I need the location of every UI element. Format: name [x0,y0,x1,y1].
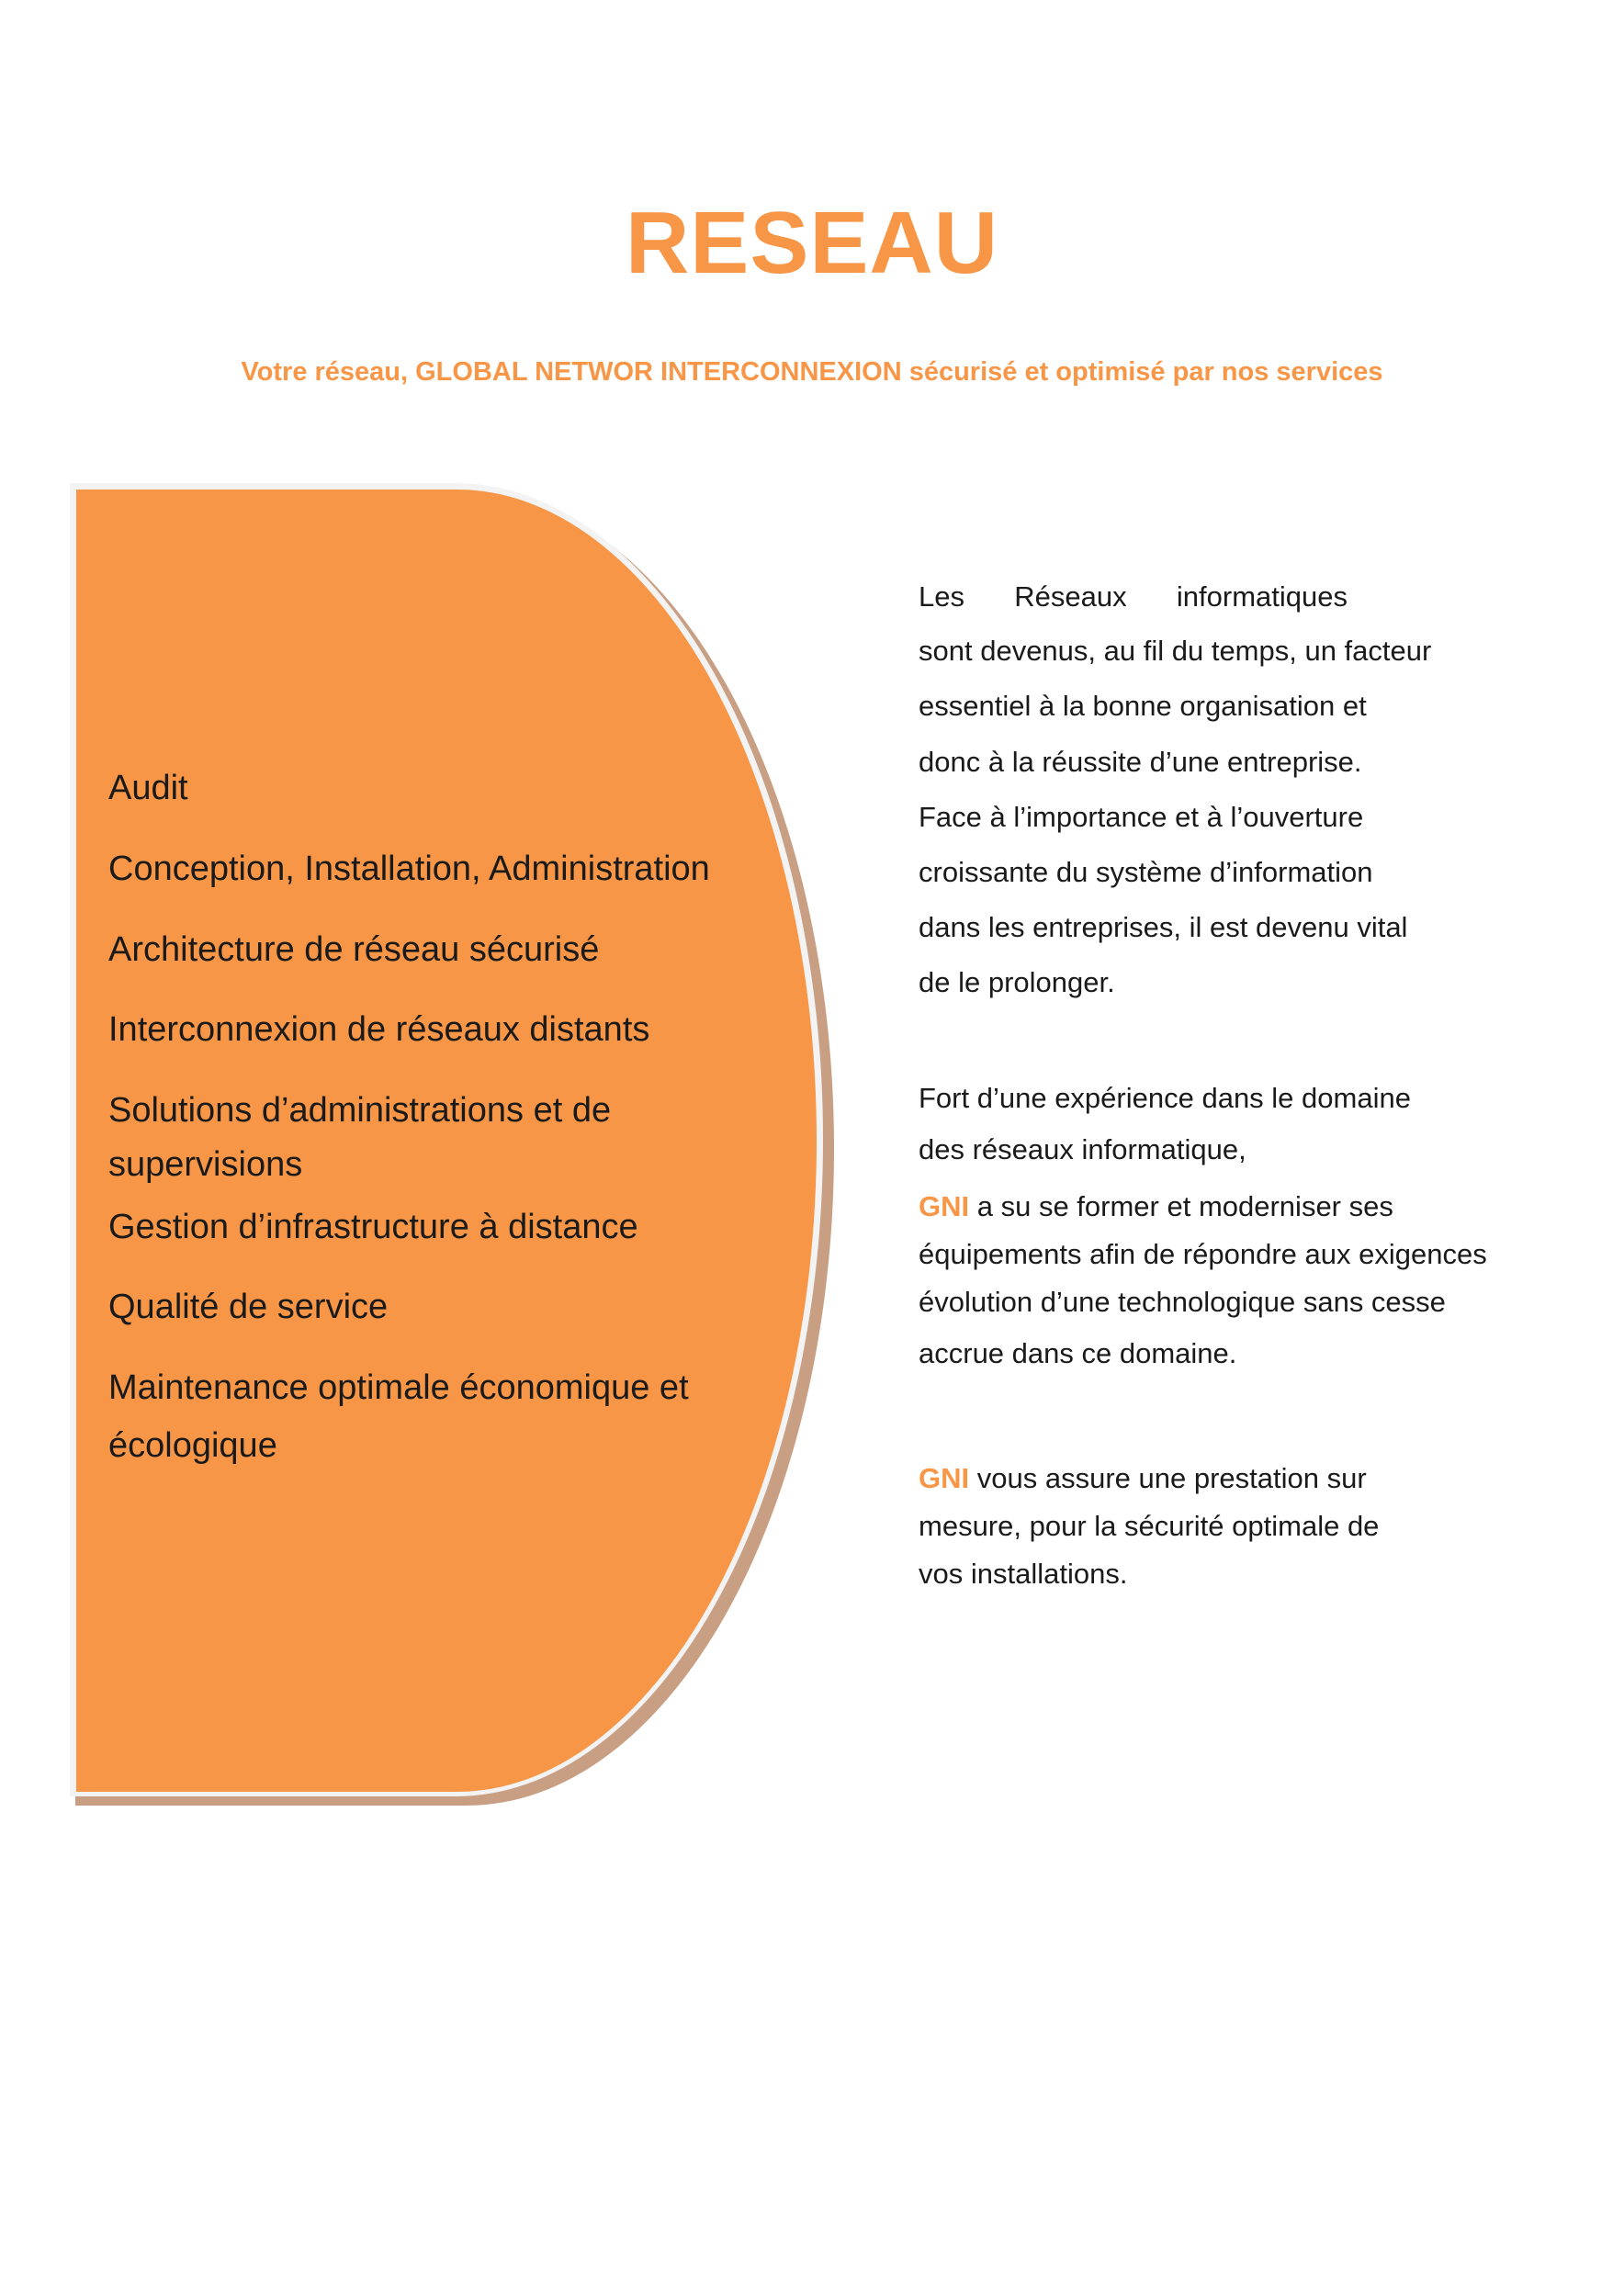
experience-line: évolution d’une technologique sans cesse [919,1286,1446,1318]
intro-line: Face à l’importance et à l’ouverture [919,801,1364,833]
service-item: Maintenance optimale économique et [108,1368,689,1407]
intro-line: donc à la réussite d’une entreprise. [919,746,1362,778]
service-item: écologique [108,1426,277,1465]
intro-line: croissante du système d’information [919,856,1373,888]
page-title: RESEAU [625,194,999,292]
intro-word: Les [919,580,964,613]
service-item: Audit [108,769,188,807]
experience-line: des réseaux informatique, [919,1133,1246,1165]
service-item: Qualité de service [108,1288,389,1326]
service-item: Conception, Installation, Administration [108,850,710,888]
assurance-brand-line [919,1462,1367,1495]
page-subtitle: Votre réseau, GLOBAL NETWOR INTERCONNEXION sécurisé et optimisé par nos services [241,357,1383,387]
brand-name: GNI [919,1190,970,1222]
service-item: Solutions d’administrations et de [108,1091,612,1130]
intro-line: sont devenus, au fil du temps, un facteur [919,635,1432,667]
experience-line: accrue dans ce domaine. [919,1337,1237,1369]
service-item: Interconnexion de réseaux distants [108,1010,650,1049]
service-item: Architecture de réseau sécurisé [108,930,600,969]
assurance-line: vos installations. [919,1558,1128,1590]
experience-line: équipements afin de répondre aux exigences [919,1238,1487,1270]
intro-word: informatiques [1176,580,1348,613]
intro-line: essentiel à la bonne organisation et [919,690,1367,722]
service-item: supervisions [108,1145,303,1184]
assurance-line: mesure, pour la sécurité optimale de [919,1510,1380,1542]
intro-line: dans les entreprises, il est devenu vital [919,911,1408,943]
intro-first-line [919,580,1348,613]
assurance-line-rest: vous assure une prestation sur [969,1462,1367,1494]
service-item: Gestion d’infrastructure à distance [108,1208,638,1246]
experience-line-rest: a su se former et moderniser ses [969,1190,1393,1222]
brand-name: GNI [919,1462,970,1494]
intro-line: de le prolonger. [919,966,1115,998]
experience-brand-line [919,1190,1393,1223]
experience-line: Fort d’une expérience dans le domaine [919,1082,1411,1114]
intro-word: Réseaux [1014,580,1127,613]
